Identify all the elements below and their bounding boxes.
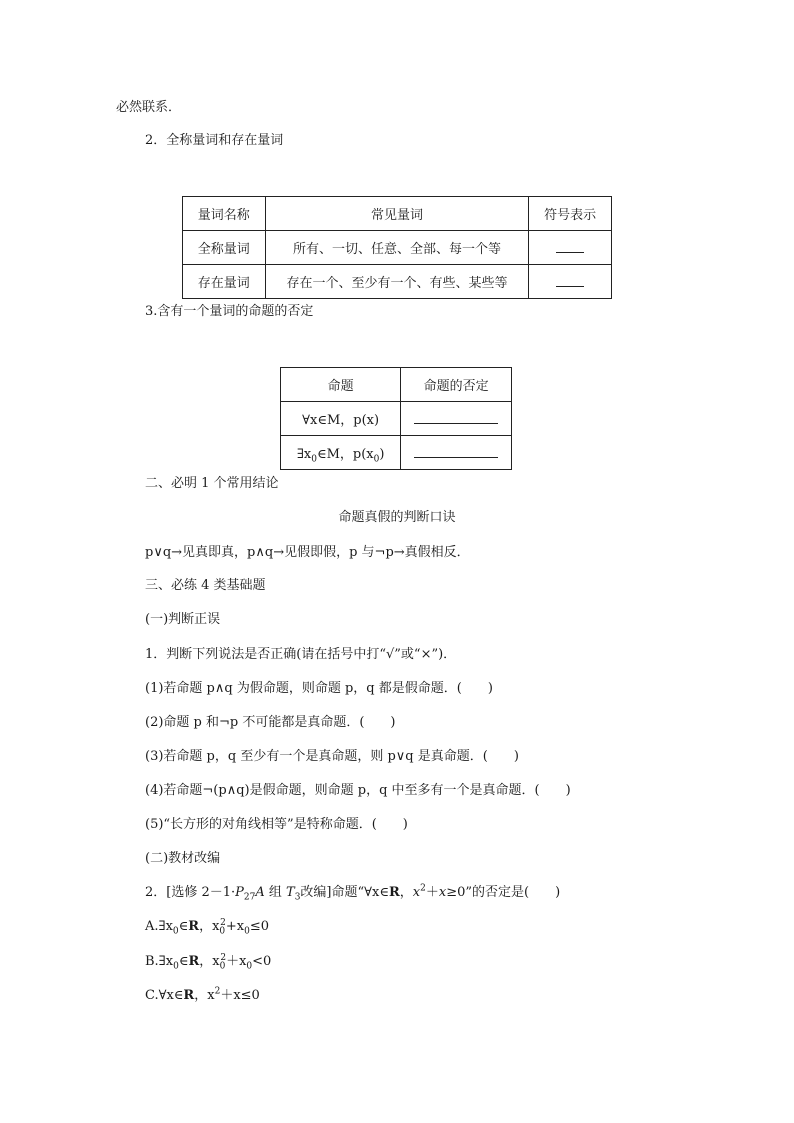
question-1-item-2: (2)命题 p 和¬p 不可能都是真命题．( ) <box>145 715 396 730</box>
q2-text: A <box>255 885 265 900</box>
question-1-item-3: (3)若命题 p，q 至少有一个是真命题，则 p∨q 是真命题．( ) <box>145 749 519 764</box>
proposition-cell <box>281 402 401 436</box>
subscript: 0 <box>373 454 380 465</box>
option-b <box>145 954 271 970</box>
subscript: 0 <box>172 926 179 937</box>
table-header-cell: 命题的否定 <box>401 368 512 402</box>
option-text: R <box>183 988 195 1003</box>
rule-title: 命题真假的判断口诀 <box>338 510 456 525</box>
subscript: 0 <box>311 454 317 465</box>
table-cell: 存在一个、至少有一个、有些、某些等 <box>265 265 529 299</box>
rule-body: p∨q→见真即真，p∧q→见假即假，p 与¬p→真假相反． <box>145 545 470 560</box>
answer-blank-cell <box>401 402 512 436</box>
table-row <box>183 265 612 299</box>
q2-text: T <box>286 885 295 900</box>
subscript: 0 <box>244 926 250 937</box>
table-row <box>281 436 512 470</box>
superscript: 2 <box>220 917 226 928</box>
q2-text: x <box>438 885 447 900</box>
proposition-text: ∈M，p(x <box>316 447 374 462</box>
proposition-text: ∀x∈M，p(x) <box>302 413 380 428</box>
option-text: R <box>188 954 200 969</box>
table-header-cell: 常见量词 <box>265 197 529 231</box>
quantifier-table <box>182 196 612 299</box>
table-row <box>183 231 612 265</box>
option-text: ，x <box>194 988 215 1003</box>
question-1-stem: 1．判断下列说法是否正确(请在括号中打“√”或“×”)． <box>145 647 457 662</box>
table-cell: 所有、一切、任意、全部、每一个等 <box>265 231 529 265</box>
subscript: 0 <box>219 961 226 972</box>
question-1-item-4: (4)若命题¬(p∧q)是假命题，则命题 p，q 中至多有一个是真命题．( ) <box>145 783 571 798</box>
subscript: 27 <box>243 892 256 903</box>
section-2-heading: 2．全称量词和存在量词 <box>145 133 284 148</box>
table-header-cell: 符号表示 <box>529 197 612 231</box>
option-text: B.∃x <box>145 954 174 969</box>
option-text: ，x <box>199 954 220 969</box>
answer-blank <box>414 447 498 458</box>
table-row <box>281 402 512 436</box>
option-text: +x <box>225 919 245 934</box>
q2-text: R <box>388 885 400 900</box>
proposition-cell <box>281 436 401 470</box>
option-text: C.∀x∈ <box>145 988 184 1003</box>
option-text: ＋x≤0 <box>220 988 260 1003</box>
question-1-item-1: (1)若命题 p∧q 为假命题，则命题 p，q 都是假命题．( ) <box>145 681 493 696</box>
option-a <box>145 919 269 935</box>
q2-text: 2．[选修 2－1· <box>145 885 236 900</box>
proposition-text: ) <box>379 447 385 462</box>
answer-blank-cell <box>529 265 612 299</box>
subscript: 0 <box>173 961 179 972</box>
table-header-cell: 量词名称 <box>183 197 266 231</box>
option-text: ∈ <box>178 919 189 934</box>
answer-blank-cell <box>401 436 512 470</box>
subscript: 0 <box>219 926 226 937</box>
subscript: 0 <box>246 961 253 972</box>
option-text: ≤0 <box>249 919 270 934</box>
intro-text: 必然联系． <box>116 100 182 115</box>
subsection-1-heading: (一)判断正误 <box>145 612 221 627</box>
superscript: 2 <box>420 883 426 894</box>
superscript: 2 <box>220 952 227 963</box>
q2-text: ＋ <box>425 885 439 900</box>
superscript: 2 <box>214 986 221 997</box>
option-text: ，x <box>199 919 220 934</box>
option-text: A.∃x <box>145 919 173 934</box>
section-3-heading: 3.含有一个量词的命题的否定 <box>145 304 314 319</box>
answer-blank <box>414 413 498 424</box>
q2-text: ， <box>399 885 413 900</box>
question-1-item-5: (5)“长方形的对角线相等”是特称命题．( ) <box>145 817 408 832</box>
option-c <box>145 988 260 1004</box>
table-header-row <box>281 368 512 402</box>
answer-blank-cell <box>529 231 612 265</box>
q2-text: 改编]命题“∀x∈ <box>300 885 389 900</box>
table-header-cell: 命题 <box>281 368 401 402</box>
part-3-heading: 三、必练 4 类基础题 <box>145 578 266 593</box>
answer-blank <box>556 276 584 287</box>
option-text: R <box>188 919 200 934</box>
question-2-stem <box>145 885 560 901</box>
answer-blank <box>556 242 584 253</box>
proposition-text: ∃x <box>296 447 312 462</box>
q2-text: x <box>412 885 421 900</box>
q2-text: 组 <box>264 885 287 900</box>
subscript: 3 <box>294 892 301 903</box>
part-2-heading: 二、必明 1 个常用结论 <box>145 476 279 491</box>
negation-table <box>280 367 512 470</box>
q2-text: ≥0”的否定是( ) <box>446 885 561 900</box>
option-text: ∈ <box>178 954 189 969</box>
table-header-row <box>183 197 612 231</box>
option-text: <0 <box>252 954 272 969</box>
option-text: ＋x <box>226 954 247 969</box>
subsection-2-heading: (二)教材改编 <box>145 851 221 866</box>
q2-text: P <box>235 885 244 900</box>
table-cell: 存在量词 <box>183 265 266 299</box>
table-cell: 全称量词 <box>183 231 266 265</box>
